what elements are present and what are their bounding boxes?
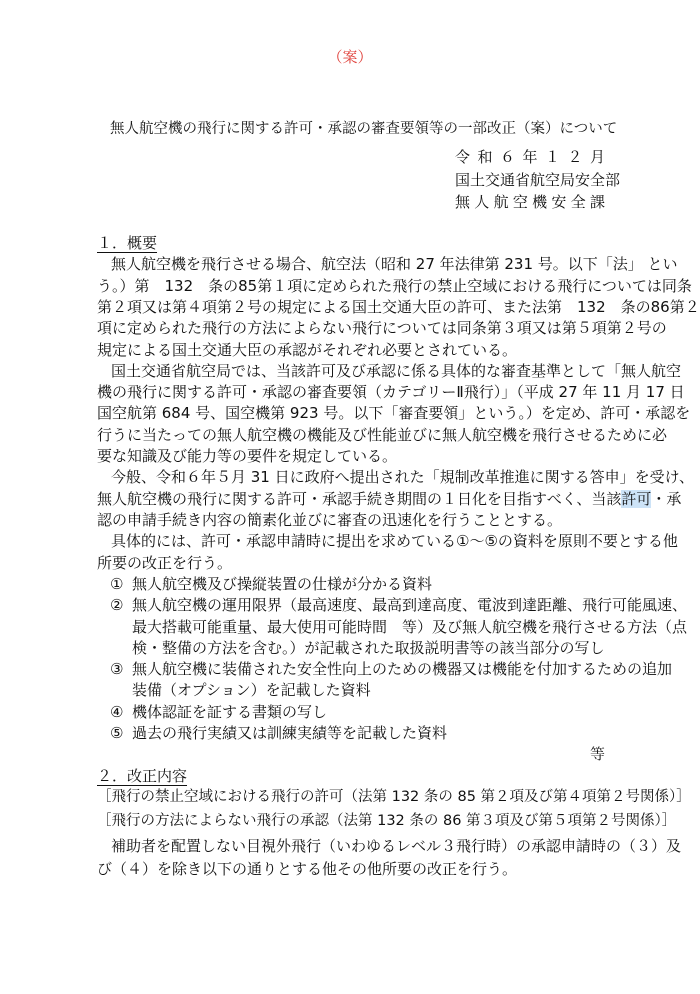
body-line: 具体的には、許可・承認申請時に提出を求めている①～⑤の資料を原則不要とする他 bbox=[111, 532, 678, 550]
subsection-heading: ［飛行の方法によらない飛行の承認（法第 132 条の 86 第３項及び第５項第２号関係）］ bbox=[97, 813, 677, 829]
item-number: ① bbox=[110, 575, 124, 593]
item-number: ⑤ bbox=[110, 724, 124, 742]
organization-division: 無人航空機安全課 bbox=[455, 193, 605, 211]
body-line: 第２項又は第４項第２号の規定による国土交通大臣の許可、また法第 132 条の86第２ bbox=[97, 298, 700, 316]
organization-department: 国土交通省航空局安全部 bbox=[455, 171, 621, 189]
list-item: 無人航空機及び操縦装置の仕様が分かる資料 bbox=[132, 575, 433, 593]
section1-heading: １．概要 bbox=[97, 234, 158, 252]
body-line: 国土交通省航空局では、当該許可及び承認に係る具体的な審査基準として「無人航空 bbox=[111, 362, 682, 380]
subsection-heading: ［飛行の禁止空域における飛行の許可（法第 132 条の 85 第２項及び第４項第２号関係）］ bbox=[97, 789, 691, 805]
list-item: 過去の飛行実績又は訓練実績等を記載した資料 bbox=[132, 724, 448, 742]
body-line: 行うに当たっての無人航空機の機能及び性能並びに無人航空機を飛行させるために必 bbox=[97, 426, 668, 444]
document-date: 令和６年１２月 bbox=[455, 148, 605, 166]
body-line: 国空航第 684 号、国空機第 923 号。以下「審査要領」という。）を定め、許可・承認を bbox=[97, 404, 691, 422]
etc-mark: 等 bbox=[589, 745, 605, 763]
item-number: ② bbox=[110, 596, 124, 614]
item-number: ④ bbox=[110, 703, 124, 721]
list-item: 検・整備の方法を含む。）が記載された取扱説明書等の該当部分の写し bbox=[132, 639, 605, 657]
body-line: 今般、令和６年５月 31 日に政府へ提出された「規制改革推進に関する答申」を受け、 bbox=[111, 468, 695, 486]
body-line: 規定による国土交通大臣の承認がそれぞれ必要とされている。 bbox=[97, 341, 518, 359]
list-item: 無人航空機に装備された安全性向上のための機器又は機能を付加するための追加 bbox=[132, 660, 673, 678]
item-number: ③ bbox=[110, 660, 124, 678]
body-line: 補助者を配置しない目視外飛行（いわゆるレベル３飛行時）の承認申請時の（３）及 bbox=[111, 837, 682, 855]
selected-text[interactable]: 許可 bbox=[621, 490, 652, 508]
body-text: ・承 bbox=[651, 490, 682, 508]
body-text: 無人航空機の飛行に関する許可・承認手続き期間の１日化を目指すべく、当該 bbox=[97, 490, 622, 508]
body-line: 要な知識及び能力等の要件を規定している。 bbox=[97, 447, 398, 465]
draft-mark: （案） bbox=[327, 48, 373, 66]
document-title: 無人航空機の飛行に関する許可・承認の審査要領等の一部改正（案）について bbox=[110, 121, 618, 137]
body-line: 項に定められた飛行の方法によらない飛行については同条第３項又は第５項第２号の bbox=[97, 319, 667, 337]
body-line: び（４）を除き以下の通りとする他その他所要の改正を行う。 bbox=[97, 860, 518, 878]
list-item: 最大搭載可能重量、最大使用可能時間 等）及び無人航空機を飛行させる方法（点 bbox=[132, 618, 688, 636]
section2-heading: ２．改正内容 bbox=[97, 767, 188, 785]
list-item: 無人航空機の運用限界（最高速度、最高到達高度、電波到達距離、飛行可能風速、 bbox=[132, 596, 688, 614]
list-item: 機体認証を証する書類の写し bbox=[132, 703, 328, 721]
body-line: 認の申請手続き内容の簡素化並びに審査の迅速化を行うこととする。 bbox=[97, 511, 563, 529]
list-item: 装備（オプション）を記載した資料 bbox=[132, 681, 371, 699]
body-line: う。）第 132 条の85第１項に定められた飛行の禁止空域における飛行については同条 bbox=[97, 277, 692, 295]
body-line bbox=[97, 489, 682, 509]
body-line: 機の飛行に関する許可・承認の審査要領（カテゴリーⅡ飛行）」（平成 27 年 11 月 17 日 bbox=[97, 383, 685, 401]
body-line: 無人航空機を飛行させる場合、航空法（昭和 27 年法律第 231 号。以下「法」 とい bbox=[111, 255, 678, 273]
body-line: 所要の改正を行う。 bbox=[97, 554, 233, 572]
